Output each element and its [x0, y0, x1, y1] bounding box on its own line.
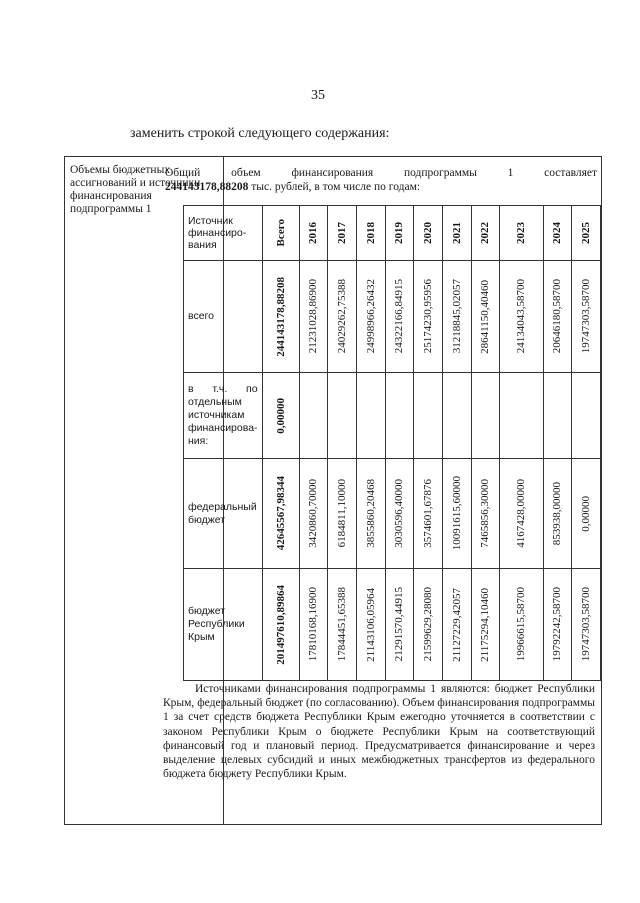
table-row — [184, 569, 601, 681]
value-cell: 19966615,58700 — [500, 569, 543, 681]
header-cell: 2018 — [356, 206, 385, 261]
value-cell: 17844451,65388 — [328, 569, 357, 681]
page-number: 35 — [311, 88, 325, 103]
header-cell: 2024 — [543, 206, 572, 261]
header-cell: 2022 — [471, 206, 500, 261]
value-cell: 19747303,58700 — [572, 569, 601, 681]
value-cell: 19747303,58700 — [572, 261, 601, 373]
value-cell — [471, 373, 500, 459]
value-cell: 24998966,26432 — [356, 261, 385, 373]
value-cell — [572, 373, 601, 459]
total-text-line-2: 244143178,88208 тыс. рублей, в том числе по годам: — [165, 181, 421, 193]
value-cell: 10091615,60000 — [442, 459, 471, 569]
value-cell: 25174230,95956 — [414, 261, 443, 373]
header-row — [184, 206, 601, 261]
value-cell: 6184811,10000 — [328, 459, 357, 569]
value-cell — [328, 373, 357, 459]
value-cell: 3574601,67876 — [414, 459, 443, 569]
header-cell: 2023 — [500, 206, 543, 261]
value-cell: 0,00000 — [262, 373, 299, 459]
sources-paragraph — [163, 682, 595, 781]
value-cell — [442, 373, 471, 459]
passport-table — [64, 156, 602, 825]
value-cell — [385, 373, 414, 459]
value-cell: 4167428,00000 — [500, 459, 543, 569]
value-cell — [543, 373, 572, 459]
value-cell: 3030596,40000 — [385, 459, 414, 569]
value-cell: 21175294,10460 — [471, 569, 500, 681]
header-cell: 2016 — [299, 206, 328, 261]
value-cell: 201497610,89864 — [262, 569, 299, 681]
value-cell: 3420860,70000 — [299, 459, 328, 569]
value-cell: 28641150,40460 — [471, 261, 500, 373]
value-cell: 31218845,02057 — [442, 261, 471, 373]
value-cell: 21127229,42057 — [442, 569, 471, 681]
table-row — [184, 373, 601, 459]
value-cell: 42645567,98344 — [262, 459, 299, 569]
value-cell: 24134043,58700 — [500, 261, 543, 373]
header-cell: 2019 — [385, 206, 414, 261]
header-cell: 2025 — [572, 206, 601, 261]
row-label: бюджет Республики Крым — [184, 569, 263, 681]
sources-paragraph-text: Источниками финансирования подпрограммы 1 являются: бюджет Республики Крым, федеральный бюджет (по согласованию). Объем финансирования подпрограммы 1 за счет средств бюджета Республики Крым ежегодно уточняется в соответствии с законом Республики Крым о бюджете Республики Крым на соответствующий финансовый год и плановый период. Предусматривается финансирование и через выделение целевых субсидий и иных межбюджетных трансфертов из федерального бюджета бюджету Республики Крым. — [163, 683, 595, 781]
row-label: всего — [184, 261, 263, 373]
table-row — [184, 459, 601, 569]
header-cell: 2020 — [414, 206, 443, 261]
value-cell — [299, 373, 328, 459]
table-row — [184, 261, 601, 373]
value-cell: 24322166,84915 — [385, 261, 414, 373]
intro-line: заменить строкой следующего содержания: — [130, 126, 390, 141]
header-cell: 2021 — [442, 206, 471, 261]
value-cell: 19792242,58700 — [543, 569, 572, 681]
value-cell: 21231028,86900 — [299, 261, 328, 373]
value-cell: 21143106,05964 — [356, 569, 385, 681]
value-cell: 21599629,28080 — [414, 569, 443, 681]
total-financing-text — [165, 166, 597, 194]
total-text-line-1: Общий объем финансирования подпрограммы 1 составляет — [165, 167, 598, 179]
header-cell: Всего — [262, 206, 299, 261]
left-column-label: Объемы бюджетных ассигнований и источники финансирования подпрограммы 1 — [70, 164, 201, 215]
value-cell — [414, 373, 443, 459]
value-cell: 17810168,16900 — [299, 569, 328, 681]
row-label: федеральный бюджет — [184, 459, 263, 569]
value-cell: 20646180,58700 — [543, 261, 572, 373]
value-cell — [356, 373, 385, 459]
value-cell: 853938,00000 — [543, 459, 572, 569]
value-cell: 7465856,30000 — [471, 459, 500, 569]
financing-table — [183, 205, 601, 681]
total-amount: 244143178,88208 — [165, 181, 249, 193]
value-cell: 3855860,20468 — [356, 459, 385, 569]
value-cell: 21291570,44915 — [385, 569, 414, 681]
value-cell: 0,00000 — [572, 459, 601, 569]
value-cell — [500, 373, 543, 459]
value-cell: 244143178,88208 — [262, 261, 299, 373]
value-cell: 24029262,75388 — [328, 261, 357, 373]
row-label: в т.ч. по отдельным источникам финансирова-ния: — [184, 373, 263, 459]
header-cell: 2017 — [328, 206, 357, 261]
header-source-label: Источник финансиро-вания — [184, 206, 263, 261]
